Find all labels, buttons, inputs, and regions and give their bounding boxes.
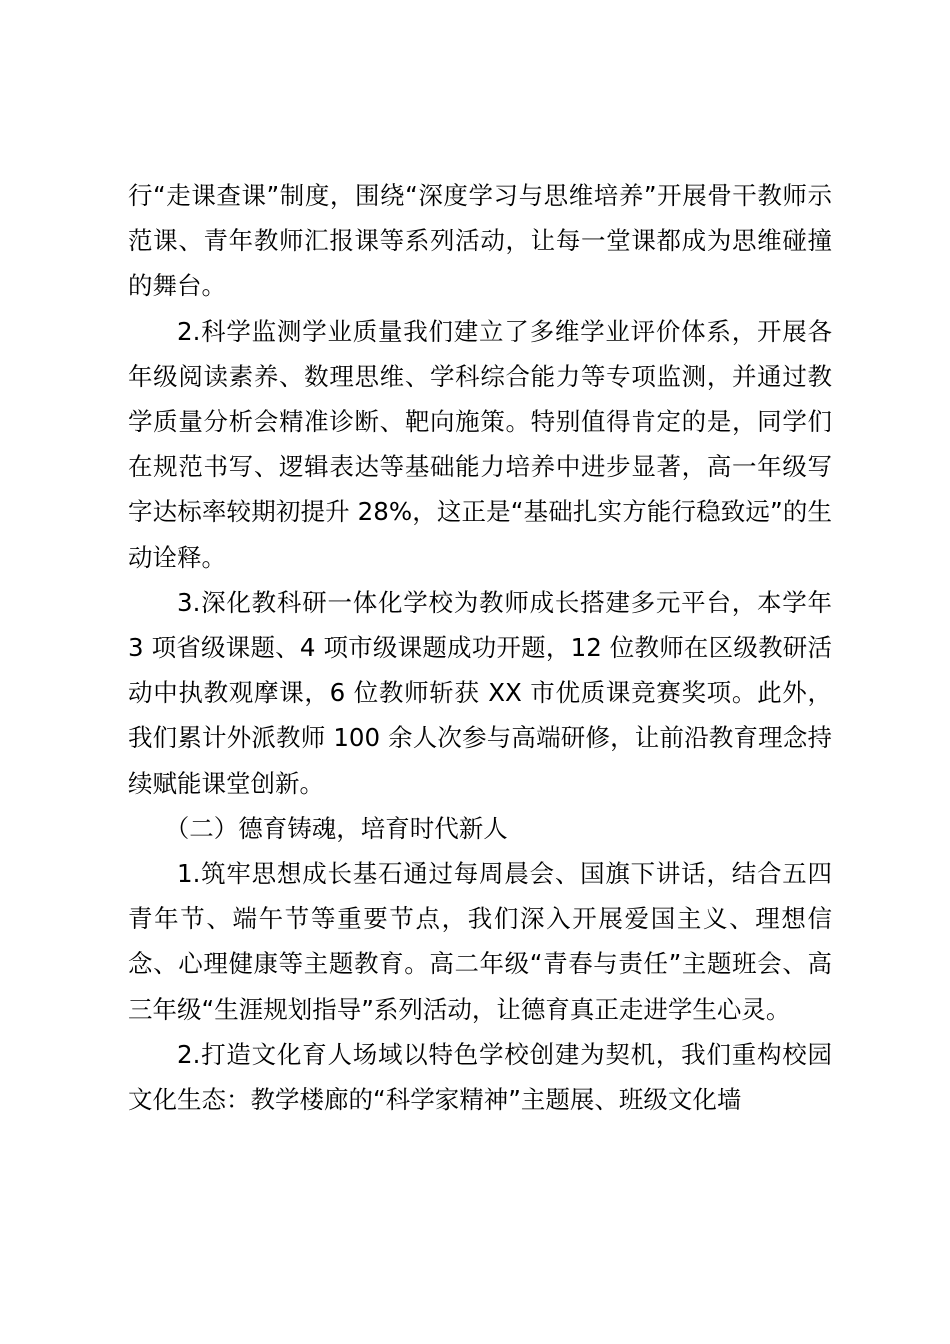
paragraph-academic-monitoring: 2.科学监测学业质量我们建立了多维学业评价体系，开展各年级阅读素养、数理思维、学科综合能力等专项监测，并通过教学质量分析会精准诊断、靶向施策。特别值得肯定的是，同学们在规范书写、逻辑表达等基础能力培养中进步显著，高一年级写字达标率较期初提升 28%，这正是“基础扎实方能行稳致远”的生动诠释。 — [128, 316, 832, 572]
paragraph-campus-culture: 2.打造文化育人场域以特色学校创建为契机，我们重构校园文化生态：教学楼廊的“科学家精神”主题展、班级文化墙 — [128, 1039, 832, 1115]
paragraph-ideological-foundation: 1.筑牢思想成长基石通过每周晨会、国旗下讲话，结合五四青年节、端午节等重要节点，我们深入开展爱国主义、理想信念、心理健康等主题教育。高二年级“青春与责任”主题班会、高三年级“生涯规划指导”系列活动，让德育真正走进学生心灵。 — [128, 859, 832, 1024]
paragraph-teaching-research: 3.深化教科研一体化学校为教师成长搭建多元平台，本学年 3 项省级课题、4 项市级课题成功开题，12 位教师在区级教研活动中执教观摩课，6 位教师斩获 XX 市优质课竞赛奖项。此外，我们累计外派教师 100 余人次参与高端研修，让前沿教育理念持续赋能课堂创新。 — [128, 587, 832, 798]
paragraph-continuation: 行“走课查课”制度，围绕“深度学习与思维培养”开展骨干教师示范课、青年教师汇报课等系列活动，让每一堂课都成为思维碰撞的舞台。 — [128, 181, 832, 301]
section-heading-moral-education: （二）德育铸魂，培育时代新人 — [164, 813, 508, 843]
document-body — [128, 173, 832, 1122]
